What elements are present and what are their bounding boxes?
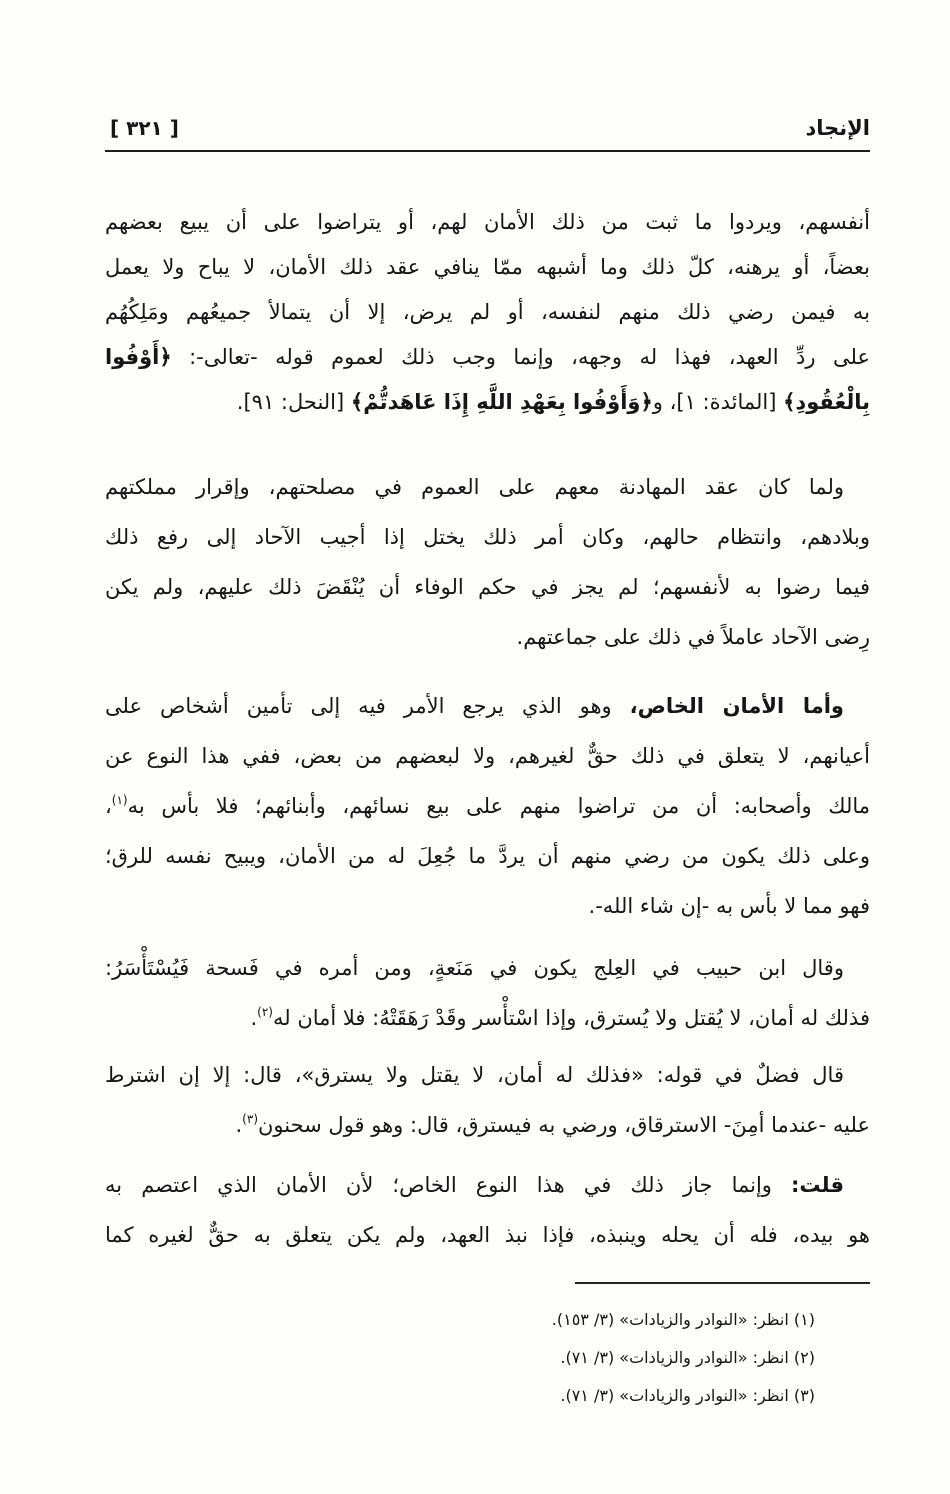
quran-verse: ﴿أَوْفُوا	[105, 345, 172, 369]
line-text: ،	[105, 794, 112, 818]
line-text: مالك وأصحابه: أن من تراضوا منهم على بيع نسائهم، وأبنائهم؛ فلا بأس به	[127, 794, 870, 818]
footnote: (١) انظر: «النوادر والزيادات» (٣/ ١٥٣).	[551, 1310, 815, 1329]
text-line	[105, 781, 870, 831]
line-text: .	[250, 1006, 258, 1030]
text-line: أعيانهم، لا يتعلق في ذلك حقٌّ لغيرهم، ولا لبعضهم من بعض، ففي هذا النوع عن	[105, 744, 870, 768]
text-line: وقال ابن حبيب في العِلج يكون في مَنَعةٍ، ومن أمره في فَسحة فَيُسْتَأْسَرُ:	[105, 956, 844, 980]
line-text: وهو الذي يرجع الأمر فيه إلى تأمين أشخاص على	[105, 694, 612, 718]
verse-reference: [المائدة: ١]، و	[652, 390, 777, 414]
footnote-separator	[575, 1282, 870, 1284]
paragraph	[105, 462, 870, 662]
footnotes	[105, 1301, 870, 1415]
text-line: هو بيده، فله أن يحله وينبذه، فإذا نبذ العهد، ولم يكن يتعلق به حقٌّ لغيره كما	[105, 1223, 870, 1247]
footnote-ref: (٢)	[257, 1005, 273, 1019]
paragraph	[105, 681, 870, 931]
paragraph-lead: وأما الأمان الخاص،	[629, 694, 844, 718]
text-line	[105, 1100, 870, 1150]
line-text: على ردِّ العهد، فهذا له وجهه، وإنما وجب ذلك لعموم قوله -تعالى-:	[189, 345, 870, 369]
footnote: (٣) انظر: «النوادر والزيادات» (٣/ ٧١).	[560, 1386, 815, 1405]
book-title: الإنجاد	[805, 116, 870, 140]
paragraph	[105, 1160, 870, 1260]
text-line: رِضى الآحاد عاملاً في ذلك على جماعتهم.	[516, 625, 870, 649]
text-line: أنفسهم، ويردوا ما ثبت من ذلك الأمان لهم، أو يتراضوا على أن يبيع بعضهم	[105, 210, 870, 234]
text-line: بعضاً، أو يرهنه، كلّ ذلك وما أشبهه ممّا ينافي عقد ذلك الأمان، لا يباح ولا يعمل	[105, 255, 870, 279]
line-text: عليه -عندما أمِنَ- الاسترقاق، ورضي به فيسترق، قال: وهو قول سحنون	[258, 1113, 870, 1137]
text-line: ولما كان عقد المهادنة معهم على العموم في مصلحتهم، وإقرار مملكتهم	[105, 475, 844, 499]
footnote: (٢) انظر: «النوادر والزيادات» (٣/ ٧١).	[560, 1348, 815, 1367]
line-text: .	[235, 1113, 243, 1137]
verse-reference: [النحل: ٩١].	[236, 390, 345, 414]
text-line	[105, 681, 870, 731]
line-text: وإنما جاز ذلك في هذا النوع الخاص؛ لأن الأمان الذي اعتصم به	[105, 1173, 772, 1197]
text-line: قال فضلٌ في قوله: «فذلك له أمان، لا يقتل ولا يسترق»، قال: إلا إن اشترط	[105, 1063, 844, 1087]
header-rule	[105, 150, 870, 152]
footnote-ref: (٣)	[242, 1112, 258, 1126]
text-line	[105, 993, 870, 1043]
quran-verse: ﴿وَأَوْفُوا بِعَهْدِ اللَّهِ إِذَا عَاهَدتُّمْ﴾	[350, 390, 653, 414]
text-line: فهو مما لا بأس به -إن شاء الله-.	[588, 894, 870, 918]
text-line: به فيمن رضي ذلك منهم لنفسه، أو لم يرض، إلا أن يتمالأ جميعُهم ومَلِكُهُم	[105, 300, 870, 324]
text-line: وبلادهم، وانتظام حالهم، وكان أمر ذلك يختل إذا أجيب الآحاد إلى رفع ذلك	[105, 525, 870, 549]
line-text: فذلك له أمان، لا يُقتل ولا يُسترق، وإذا اسْتأْسر وقَدْ رَهَقَتْهُ: فلا أمان له	[272, 1006, 870, 1030]
footnote-ref: (١)	[111, 793, 128, 807]
page-number: [ ٣٢١ ]	[110, 116, 179, 140]
paragraph	[105, 200, 870, 425]
paragraph	[105, 943, 870, 1043]
text-line	[105, 380, 870, 425]
text-line	[105, 335, 870, 380]
quran-verse: بِالْعُقُودِ﴾	[783, 390, 870, 414]
text-line: وعلى ذلك يكون من رضي منهم أن يردَّ ما جُعِلَ له من الأمان، ويبيح نفسه للرق؛	[105, 844, 870, 868]
paragraph	[105, 1050, 870, 1150]
text-line	[105, 1160, 870, 1210]
paragraph-lead: قلت:	[791, 1173, 844, 1197]
text-line: فيما رضوا به لأنفسهم؛ لم يجز في حكم الوفاء أن يُنْقَضَ ذلك عليهم، ولم يكن	[105, 575, 870, 599]
